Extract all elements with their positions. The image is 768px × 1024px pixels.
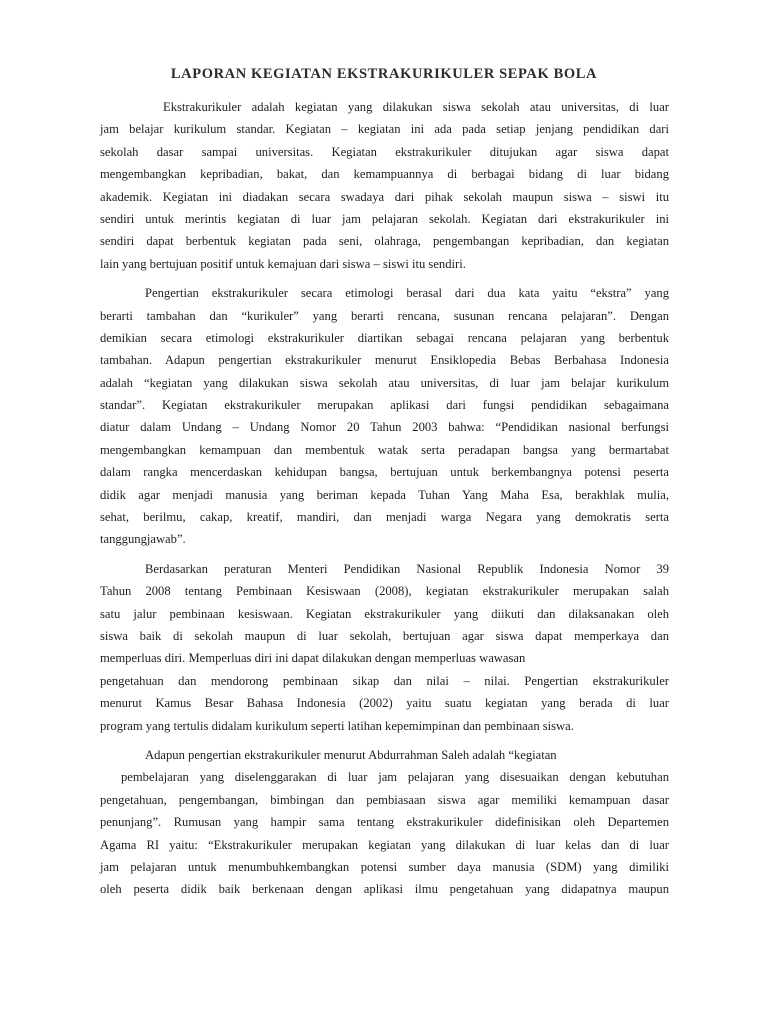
text-line: tanggungjawab”. (100, 532, 186, 547)
text-line: akademik. Kegiatan ini diadakan secara swadaya dari pihak sekolah maupun siswa – siswi itu (100, 189, 669, 204)
text-line: Ekstrakurikuler adalah kegiatan yang dilakukan siswa sekolah atau universitas, di luar (163, 100, 669, 114)
text-line: didik agar menjadi manusia yang beriman kepada Tuhan Yang Maha Esa, berakhlak mulia, (100, 487, 669, 502)
text-line: oleh peserta didik baik berkenaan dengan aplikasi ilmu pengetahuan yang didapatnya maupun (100, 882, 669, 897)
text-line: Adapun pengertian ekstrakurikuler menurut Abdurrahman Saleh adalah “kegiatan (145, 747, 557, 762)
text-line: Pengertian ekstrakurikuler secara etimologi berasal dari dua kata yaitu “ekstra” yang (145, 286, 669, 301)
text-line: penunjang”. Rumusan yang hampir sama tentang ekstrakurikuler didefinisikan oleh Departemen (100, 815, 669, 830)
text-line: pembelajaran yang diselenggarakan di luar jam pelajaran yang disesuaikan dengan kebutuhan (121, 770, 669, 785)
text-line: demikian secara etimologi ekstrakurikuler diartikan sebagai rencana pelajaran yang berbentuk (100, 330, 669, 345)
text-line: Tahun 2008 tentang Pembinaan Kesiswaan (2008), kegiatan ekstrakurikuler merupakan salah (100, 584, 669, 599)
text-line: tambahan. Adapun pengertian ekstrakurikuler menurut Ensiklopedia Bebas Berbahasa Indonesia (100, 353, 669, 368)
text-line: menurut Kamus Besar Bahasa Indonesia (2002) yaitu suatu kegiatan yang berada di luar (100, 696, 669, 711)
text-line: sendiri untuk merintis kegiatan di luar jam pelajaran sekolah. Kegiatan dari ekstrakurikuler ini (100, 211, 669, 226)
text-line: standar”. Kegiatan ekstrakurikuler merupakan aplikasi dari fungsi pendidikan sebagaimana (100, 398, 669, 413)
text-line: berarti tambahan dan “kurikuler” yang berarti rencana, susunan rencana pelajaran”. Dengan (100, 308, 669, 323)
paragraph-3 (100, 558, 669, 737)
text-line: jam belajar kurikulum standar. Kegiatan – kegiatan ini ada pada setiap jenjang pendidikan dari (100, 122, 669, 137)
text-line: Berdasarkan peraturan Menteri Pendidikan Nasional Republik Indonesia Nomor 39 (145, 561, 669, 576)
text-line: pengetahuan dan mendorong pembinaan sikap dan nilai – nilai. Pengertian ekstrakurikuler (100, 673, 669, 688)
text-line: pengetahuan, pengembangan, bimbingan dan pembiasaan siswa agar memiliki kemampuan dasar (100, 792, 669, 807)
text-line: diatur dalam Undang – Undang Nomor 20 Tahun 2003 bahwa: “Pendidikan nasional berfungsi (100, 420, 669, 435)
text-line: memperluas diri. Memperluas diri ini dapat dilakukan dengan memperluas wawasan (100, 651, 526, 666)
text-line: satu jalur pembinaan kesiswaan. Kegiatan ekstrakurikuler yang diikuti dan dilaksanakan oleh (100, 606, 669, 621)
paragraph-1 (100, 96, 669, 275)
text-line: sekolah dasar sampai universitas. Kegiatan ekstrakurikuler ditujukan agar siswa dapat (100, 144, 669, 159)
text-line: program yang tertulis didalam kurikulum seperti latihan kepemimpinan dan pembinaan siswa. (100, 718, 574, 733)
text-line: Agama RI yaitu: “Ekstrakurikuler merupakan kegiatan yang dilakukan di luar kelas dan di luar (100, 837, 669, 852)
text-line: sehat, berilmu, cakap, kreatif, mandiri, dan menjadi warga Negara yang demokratis serta (100, 510, 669, 525)
text-line: adalah “kegiatan yang dilakukan siswa sekolah atau universitas, di luar jam belajar kurikulum (100, 375, 669, 390)
text-line: mengembangkan kepribadian, bakat, dan kemampuannya di berbagai bidang di luar bidang (100, 167, 669, 182)
text-line: mengembangkan kemampuan dan membentuk watak serta peradapan bangsa yang bermartabat (100, 442, 669, 457)
document-body (100, 96, 669, 908)
document-title: LAPORAN KEGIATAN EKSTRAKURIKULER SEPAK BOLA (170, 66, 598, 82)
text-line: sendiri dapat berbentuk kegiatan pada seni, olahraga, pengembangan kepribadian, dan kegiatan (100, 234, 669, 249)
text-line: jam pelajaran untuk menumbuhkembangkan potensi sumber daya manusia (SDM) yang dimiliki (100, 859, 669, 874)
paragraph-2 (100, 282, 669, 551)
text-line: dalam rangka mencerdaskan kehidupan bangsa, bertujuan untuk berkembangnya potensi peserta (100, 465, 669, 480)
text-line: siswa baik di sekolah maupun di luar sekolah, bertujuan agar siswa dapat memperkaya dan (100, 628, 669, 643)
paragraph-4 (100, 744, 669, 901)
text-line: lain yang bertujuan positif untuk kemajuan dari siswa – siswi itu sendiri. (100, 256, 466, 271)
